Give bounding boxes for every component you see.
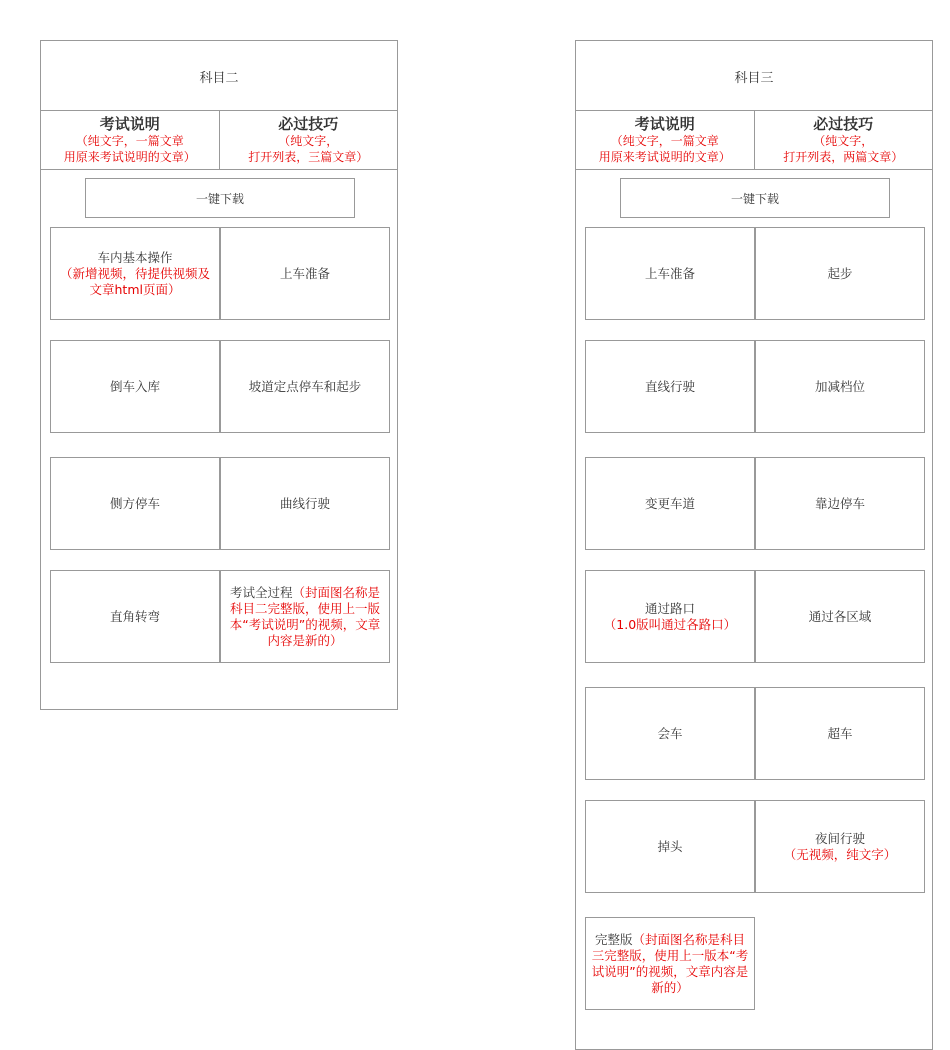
grid-item-label: 完整版 — [594, 931, 633, 947]
grid-item-label: 夜间行驶 — [814, 830, 865, 846]
tab-title: 必过技巧 — [813, 115, 874, 133]
grid-item[interactable] — [585, 917, 755, 1010]
grid-item[interactable] — [755, 340, 925, 433]
tab-exam-instructions[interactable] — [40, 111, 219, 169]
grid-item-label: 会车 — [657, 725, 683, 741]
grid-item[interactable] — [585, 687, 755, 780]
grid-item[interactable] — [585, 227, 755, 320]
grid-item-label: 上车准备 — [644, 265, 695, 281]
grid-item[interactable] — [755, 687, 925, 780]
tab-exam-instructions[interactable] — [575, 111, 754, 169]
grid-item-label: 曲线行驶 — [279, 495, 330, 511]
grid-item-content — [645, 266, 695, 282]
grid-item-content — [827, 266, 852, 282]
grid-item-label: 通过路口 — [644, 600, 695, 616]
grid-item-content — [110, 609, 160, 625]
grid-item-label: 直角转弯 — [109, 608, 160, 624]
grid-item[interactable] — [220, 570, 390, 663]
grid-item-label: 倒车入库 — [109, 378, 160, 394]
grid-item[interactable] — [585, 800, 755, 893]
grid-item-content — [809, 609, 872, 625]
grid-item-content — [645, 379, 695, 395]
grid-item-label: 通过各区域 — [808, 608, 872, 624]
tab-note: （纯文字， 打开列表，两篇文章） — [783, 134, 904, 164]
grid-item[interactable] — [220, 457, 390, 550]
grid-item-label: 起步 — [827, 265, 853, 281]
grid-item-note: （新增视频，待提供视频及文章html页面） — [59, 265, 210, 297]
download-all-button[interactable]: 一键下载 — [620, 178, 890, 218]
grid-item-content — [249, 379, 362, 395]
grid-item-label: 变更车道 — [644, 495, 695, 511]
grid-item[interactable] — [50, 340, 220, 433]
grid-item[interactable] — [220, 340, 390, 433]
grid-item[interactable] — [755, 800, 925, 893]
grid-item-content — [590, 932, 750, 996]
subject-two-panel — [40, 40, 398, 710]
grid-item[interactable] — [50, 570, 220, 663]
grid-item-note: （封面图名称是科目三完整版，使用上一版本“考试说明”的视频，文章内容是新的） — [591, 931, 749, 995]
grid-item-content — [55, 250, 215, 298]
tab-note: （纯文字， 打开列表，三篇文章） — [248, 134, 369, 164]
grid-item-note: （1.0版叫通过各路口） — [603, 616, 737, 632]
grid-item-content — [815, 496, 865, 512]
grid-item-label: 坡道定点停车和起步 — [248, 378, 362, 394]
grid-item-label: 侧方停车 — [109, 495, 160, 511]
tab-passing-tips[interactable] — [219, 111, 399, 169]
grid-item-label: 直线行驶 — [644, 378, 695, 394]
grid-item-content — [225, 585, 385, 649]
grid-item-content — [657, 839, 682, 855]
tab-title: 考试说明 — [634, 115, 695, 133]
grid-item-label: 上车准备 — [279, 265, 330, 281]
grid-item-label: 考试全过程 — [229, 584, 293, 600]
panel-title: 科目三 — [734, 70, 774, 86]
grid-item-label: 车内基本操作 — [97, 249, 173, 265]
grid-item-label: 掉头 — [657, 838, 683, 854]
grid-item-content — [657, 726, 682, 742]
download-all-button[interactable]: 一键下载 — [85, 178, 355, 218]
tab-title: 必过技巧 — [278, 115, 339, 133]
grid-item[interactable] — [220, 227, 390, 320]
grid-item-content — [784, 831, 897, 863]
tab-note: （纯文字，一篇文章 用原来考试说明的文章） — [598, 134, 731, 164]
grid-item-note: （无视频，纯文字） — [783, 846, 897, 862]
grid-item-label: 加减档位 — [814, 378, 865, 394]
grid-item-content — [604, 601, 736, 633]
grid-item[interactable] — [585, 570, 755, 663]
grid-item-content — [827, 726, 852, 742]
grid-item[interactable] — [755, 227, 925, 320]
grid-item[interactable] — [755, 457, 925, 550]
grid-item-content — [645, 496, 695, 512]
grid-item-content — [110, 496, 160, 512]
tab-title: 考试说明 — [99, 115, 160, 133]
grid-item[interactable] — [585, 457, 755, 550]
tabs-row — [575, 110, 933, 170]
subject-three-panel — [575, 40, 933, 1050]
panel-title: 科目二 — [199, 70, 239, 86]
grid-item[interactable] — [585, 340, 755, 433]
tab-note: （纯文字，一篇文章 用原来考试说明的文章） — [63, 134, 196, 164]
grid-item[interactable] — [755, 570, 925, 663]
grid-item-note: （封面图名称是科目二完整版，使用上一版本“考试说明”的视频，文章内容是新的） — [229, 584, 381, 648]
grid-item[interactable] — [50, 227, 220, 320]
tab-passing-tips[interactable] — [754, 111, 934, 169]
grid-item-content — [110, 379, 160, 395]
grid-item-label: 超车 — [827, 725, 853, 741]
grid-item-content — [815, 379, 865, 395]
grid-item[interactable] — [50, 457, 220, 550]
grid-item-content — [280, 496, 330, 512]
grid-item-content — [280, 266, 330, 282]
tabs-row — [40, 110, 398, 170]
grid-item-label: 靠边停车 — [814, 495, 865, 511]
